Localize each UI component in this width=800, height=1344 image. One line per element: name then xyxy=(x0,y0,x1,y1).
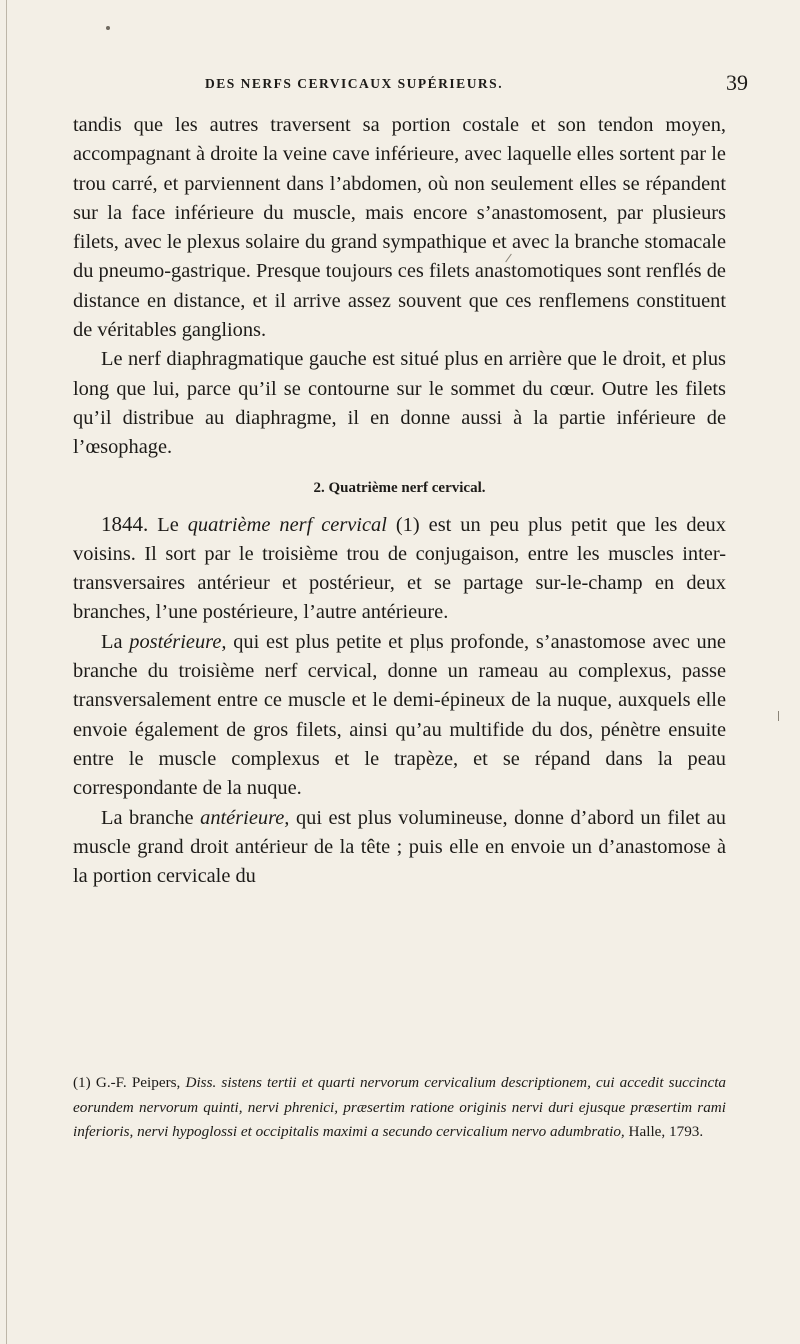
italic-term: antérieure, xyxy=(200,806,290,829)
paper-speck xyxy=(106,26,110,30)
paragraph-number: 1844. xyxy=(101,511,149,536)
footnote-title: Diss. sistens tertii et quarti nervorum cervicalium descriptionem, cui accedit succincta eorundem nervorum quinti, nervi phrenici, præsertim ratione originis nervi duri ejusque præsertim rami inferioris, nervi hypoglossi et occipitalis maximi a secundo cervicalium nervo adumbratio, xyxy=(73,1074,727,1141)
paragraph xyxy=(73,804,726,892)
running-head: DES NERFS CERVICAUX SUPÉRIEURS. xyxy=(205,76,504,91)
section-heading: 2. Quatrième nerf cervical. xyxy=(313,479,486,496)
paragraph: Le nerf diaphragmatique gauche est situé plus en arrière que le droit, et plus long que lui, parce qu’il se contourne sur le sommet du cœur. Outre les filets qu’il distribue au diaphragme, il en donne aussi à la partie inférieure de l’œsophage. xyxy=(73,348,726,459)
page-header xyxy=(70,70,748,100)
page-edge-line xyxy=(6,0,7,1344)
page-number: 39 xyxy=(726,70,748,95)
footnote-place-date: Halle, 1793. xyxy=(628,1123,704,1141)
italic-term: postérieure, xyxy=(129,630,227,653)
text-run: La branche xyxy=(101,806,194,829)
paragraph xyxy=(73,510,726,628)
text-run: Le xyxy=(157,513,179,536)
text-run: La xyxy=(101,630,123,653)
footnote-ref: (1) xyxy=(395,513,420,536)
main-text xyxy=(73,111,726,891)
text-run: est un peu plus petit que les deux voisins. Il sort par le troisième trou de conjugaison, entre les muscles inter-transversaires antérieur et postérieur, et se partage sur-le-champ en deux branches, l’une postérieure, l’autre antérieure. xyxy=(73,513,726,624)
text-run: qui est plus petite et plus profonde, s’anastomose avec une branche du troisième nerf cervical, donne un rameau au complexus, passe transversalement entre ce muscle et le demi-épineux de la nuque, auxquels elle envoie également de gros filets, ainsi qu’au multifide du dos, pénètre ensuite entre le muscle complexus et le trapèze, et se répand dans la peau correspondante de la nuque. xyxy=(73,630,726,800)
paragraph xyxy=(73,628,726,804)
footnote-author: G.-F. Peipers, xyxy=(95,1074,181,1091)
paragraph: tandis que les autres traversent sa portion costale et son tendon moyen, accompagnant à droite la veine cave inférieure, avec laquelle elles sortent par le trou carré, et parviennent dans l’abdomen, où non seulement elles se répandent sur la face inférieure du muscle, mais encore s’anastomosent, par plusieurs filets, avec le plexus solaire du grand sympathique et avec la branche stomacale du pneumo-gastrique. Presque toujours ces filets anastomotiques sont renflés de distance en distance, et il arrive assez souvent que ces renflemens constituent de véritables ganglions. xyxy=(73,114,726,342)
footnote-marker: (1) xyxy=(73,1074,91,1091)
text-run: qui est plus volumineuse, donne d’abord un filet au muscle grand droit antérieur de la tête ; puis elle en envoie un d’anastomose à la portion cervicale du xyxy=(73,806,726,888)
margin-mark xyxy=(778,711,779,721)
footnote xyxy=(73,1071,726,1145)
italic-term: quatrième nerf cervical xyxy=(187,513,387,536)
